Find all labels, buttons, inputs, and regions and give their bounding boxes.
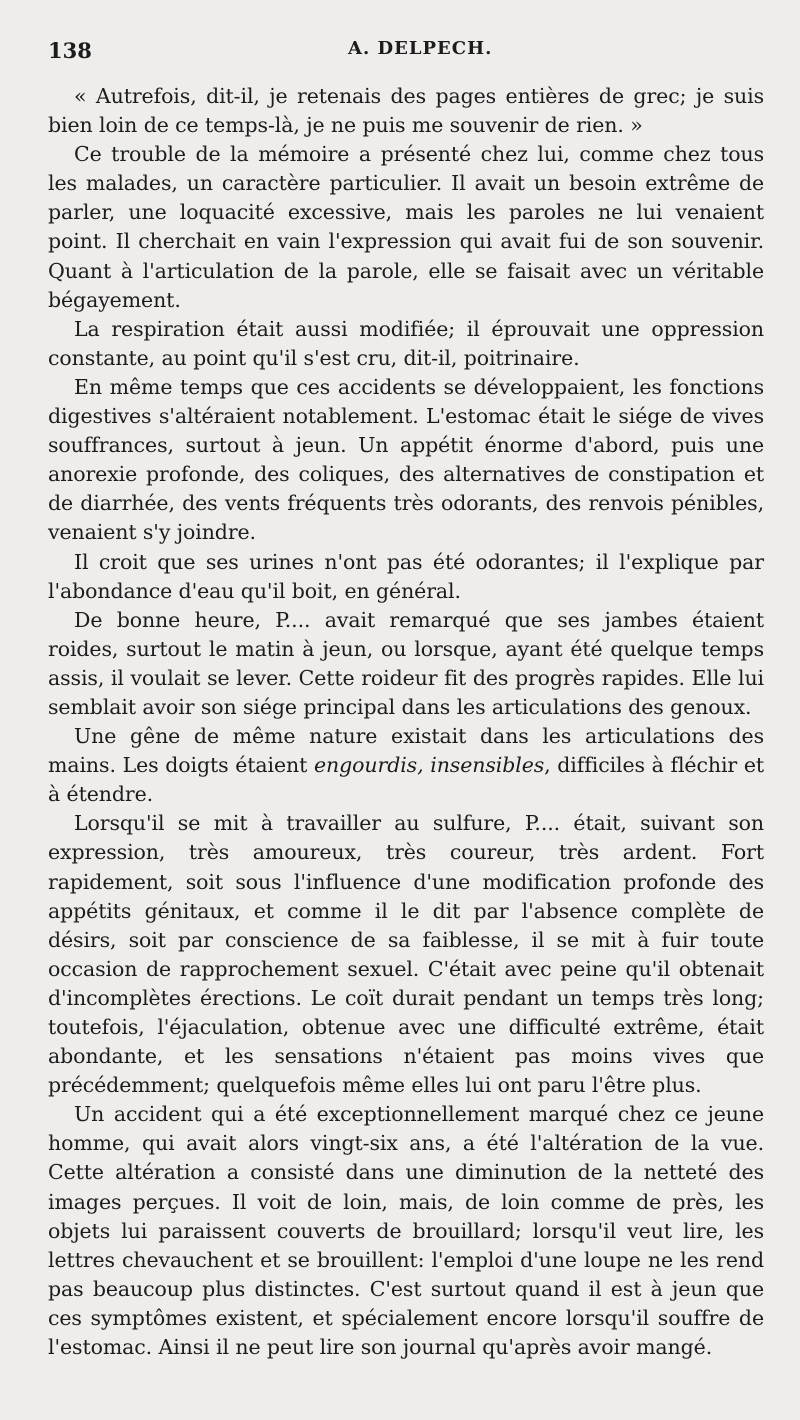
paragraph-5: Il croit que ses urines n'ont pas été odorantes; il l'explique par l'abondance d'eau qu'il boit, en général. xyxy=(48,549,764,603)
emphasized-phrase: engourdis, insensibles xyxy=(314,753,545,778)
paragraph-7: Une gêne de même nature existait dans les articulations des mains. Les doigts étaient engourdis, insensibles, difficiles à fléchir et à étendre. xyxy=(48,724,764,807)
running-title: A. DELPECH. xyxy=(348,38,493,59)
paragraph-6: De bonne heure, P.... avait remarqué que ses jambes étaient roides, surtout le matin à jeun, ou lorsque, ayant été quelque temps assis, il voulait se lever. Cette roideur fit des progrès rapides. Elle lui semblait avoir son siége principal dans les articulations des genoux. xyxy=(48,607,764,719)
running-head xyxy=(48,38,764,78)
page-number: 138 xyxy=(48,38,92,63)
paragraph-1: « Autrefois, dit-il, je retenais des pages entières de grec; je suis bien loin de ce temps-là, je ne puis me souvenir de rien. » xyxy=(48,84,764,138)
body-text xyxy=(48,82,764,1362)
paragraph-8: Lorsqu'il se mit à travailler au sulfure, P.... était, suivant son expression, très amoureux, très coureur, très ardent. Fort rapidement, soit sous l'influence d'une modification profonde des appétits génitaux, et comme il le dit par l'absence complète de désirs, soit par conscience de sa faiblesse, il se mit à fuir toute occasion de rapprochement sexuel. C'était avec peine qu'il obtenait d'incomplètes érections. Le coït durait pendant un temps très long; toutefois, l'éjaculation, obtenue avec une difficulté extrême, était abondante, et les sensations n'étaient pas moins vives que précédemment; quelquefois même elles lui ont paru l'être plus. xyxy=(48,811,764,1098)
paragraph-9: Un accident qui a été exceptionnellement marqué chez ce jeune homme, qui avait alors vingt-six ans, a été l'altération de la vue. Cette altération a consisté dans une diminution de la netteté des images perçues. Il voit de loin, mais, de loin comme de près, les objets lui paraissent couverts de brouillard; lorsqu'il veut lire, les lettres chevauchent et se brouillent: l'emploi d'une loupe ne les rend pas beaucoup plus distinctes. C'est surtout quand il est à jeun que ces symptômes existent, et spécialement encore lorsqu'il souffre de l'estomac. Ainsi il ne peut lire son journal qu'après avoir mangé. xyxy=(48,1102,764,1360)
paragraph-4: En même temps que ces accidents se développaient, les fonctions digestives s'altéraient notablement. L'estomac était le siége de vives souffrances, surtout à jeun. Un appétit énorme d'abord, puis une anorexie profonde, des coliques, des alternatives de constipation et de diarrhée, des vents fréquents très odorants, des renvois pénibles, venaient s'y joindre. xyxy=(48,374,764,545)
paragraph-2: Ce trouble de la mémoire a présenté chez lui, comme chez tous les malades, un caractère particulier. Il avait un besoin extrême de parler, une loquacité excessive, mais les paroles ne lui venaient point. Il cherchait en vain l'expression qui avait fui de son souvenir. Quant à l'articulation de la parole, elle se faisait avec un véritable bégayement. xyxy=(48,142,764,312)
paragraph-3: La respiration était aussi modifiée; il éprouvait une oppression constante, au point qu'il s'est cru, dit-il, poitrinaire. xyxy=(48,316,764,370)
